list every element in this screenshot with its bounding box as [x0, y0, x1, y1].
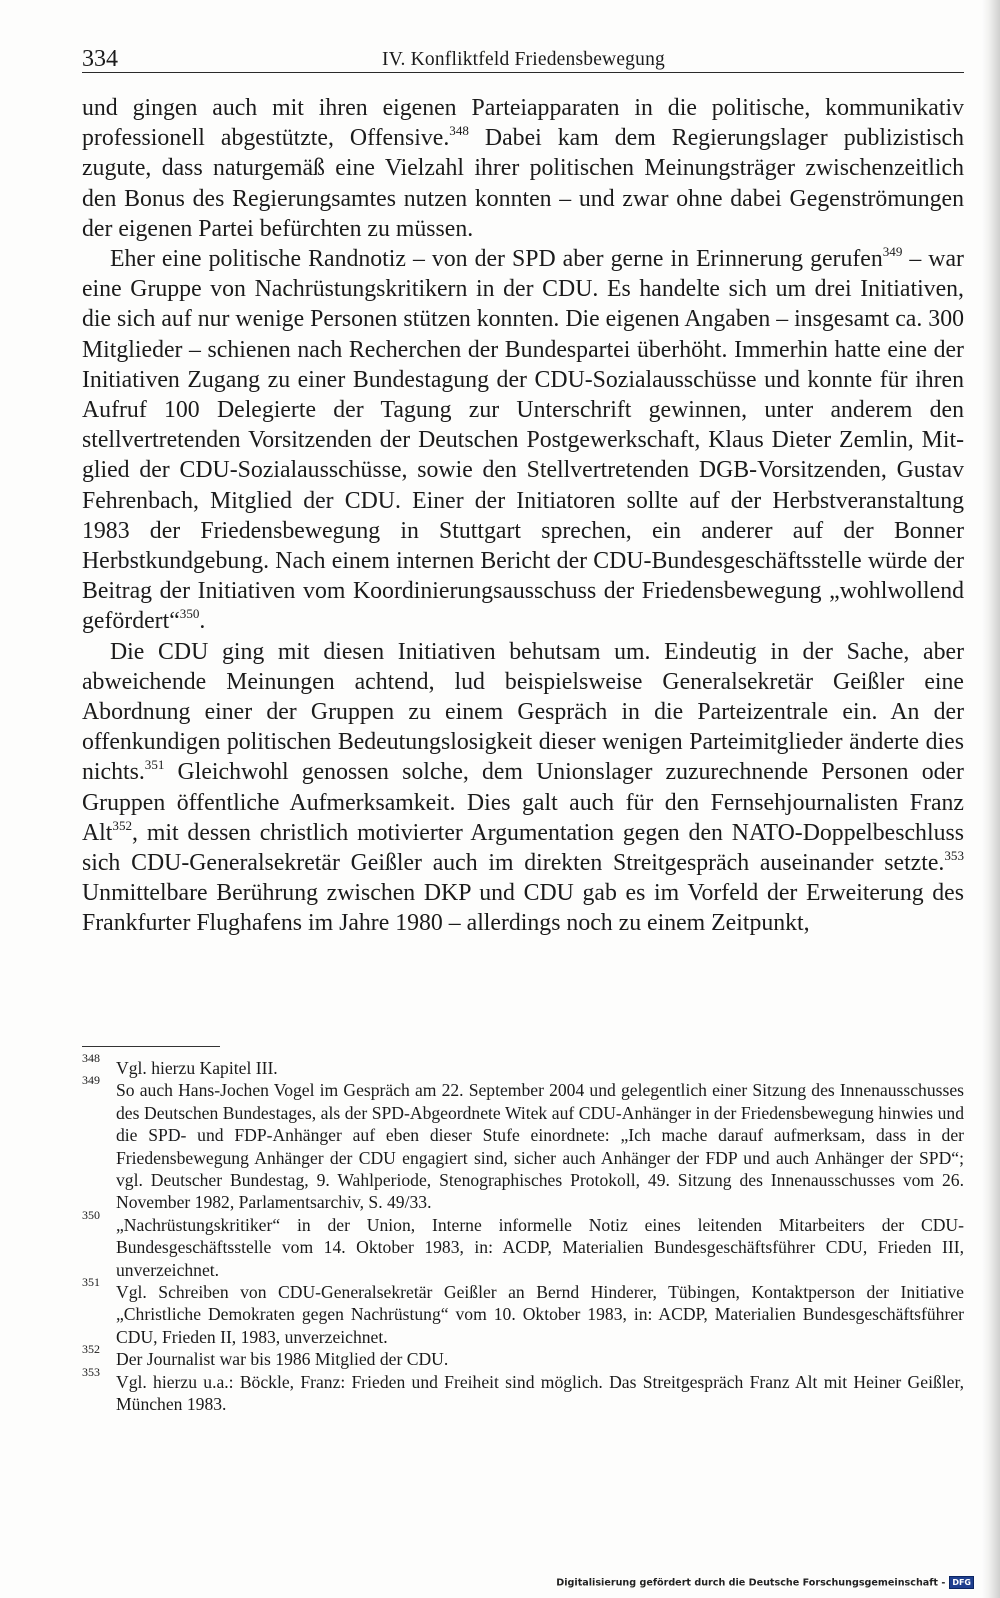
footnote — [82, 1073, 964, 1213]
footnote-number: 352 — [82, 1342, 100, 1357]
footnote-ref: 348 — [449, 123, 469, 139]
footnote-number: 353 — [82, 1364, 100, 1379]
text-run: und gingen auch mit ihren eigenen Parteiapparaten in die politische, kommunikativ professionell abgestützte, Offensive. — [82, 95, 964, 152]
running-header — [82, 46, 964, 73]
footnotes — [82, 1051, 964, 1416]
running-title: IV. Konfliktfeld Friedensbewegung — [382, 49, 665, 70]
footnote — [82, 1275, 964, 1348]
footnote-number: 350 — [82, 1207, 100, 1222]
text-run: , mit dessen christlich motivierter Argumentation gegen den NATO-Doppelbeschluss sich CDU-Generalsekretär Geißler auch im direkten Streitgespräch auseinander setzte. — [82, 819, 964, 877]
footnote — [82, 1364, 964, 1416]
paragraph — [82, 93, 964, 244]
footnote — [82, 1051, 964, 1079]
digitization-credit — [556, 1576, 974, 1589]
footnote-ref: 349 — [882, 244, 903, 260]
page-edge-shadow — [982, 0, 1000, 1598]
footnote — [82, 1342, 964, 1370]
footnote-separator — [82, 1046, 220, 1047]
footnote-text: Vgl. hierzu Kapitel III. — [116, 1058, 278, 1078]
footnote-text: So auch Hans-Jochen Vogel im Gespräch am 22. September 2004 und gelegentlich einer Sitzung des Innenausschusses des Deutschen Bundestages, als der SPD-Abgeordnete Witek auf CDU-Anhänger in der Friedensbewegung hinwies und die SPD- und FDP-Anhänger auf eben dieser Stufe einordnete: „Ich mache darauf aufmerksam, dass in der Friedensbewegung Anhänger der CDU engagiert sind, sicher auch Anhänger der FDP und auch Anhänger der SPD“; vgl. Deutscher Bundestag, 9. Wahlperiode, Stenographisches Protokoll, 49. Sitzung des Innenausschusses vom 26. November 1982, Parlamentsarchiv, S. 49/33. — [116, 1080, 964, 1213]
footnote-text: Vgl. Schreiben von CDU-Generalsekretär Geißler an Bernd Hinderer, Tübingen, Kontaktperson der Initiative „Christliche Demokraten gegen Nachrüstung“ vom 10. Oktober 1983, in: ACDP, Materialien Bundesgeschäftsführer CDU, Frieden II, 1983, unverzeichnet. — [116, 1282, 964, 1347]
page-number: 334 — [82, 46, 118, 72]
footnote-ref: 351 — [144, 757, 165, 773]
text-run: Gleichwohl genossen solche, dem Unionslager zuzurechnende Personen oder Gruppen öffentliche Aufmerksamkeit. Dies galt auch für den Fernsehjournalisten Franz Alt — [82, 759, 964, 846]
text-run: Eher eine politische Randnotiz – von der SPD aber gerne in Erinnerung gerufen — [110, 246, 883, 273]
footnote-ref: 353 — [944, 848, 964, 864]
text-run: . — [199, 608, 206, 635]
paragraph — [82, 637, 964, 939]
footnote — [82, 1207, 964, 1281]
footnote-text: Vgl. hierzu u.a.: Böckle, Franz: Frieden und Freiheit sind möglich. Das Streitgespräch Franz Alt mit Heiner Geißler, München 1983. — [116, 1371, 964, 1415]
footnote-number: 348 — [82, 1051, 100, 1065]
main-text — [82, 93, 964, 939]
text-run: Unmittelbare Berührung zwischen DKP und CDU gab es im Vorfeld der Erweiterung des Frankfurter Flughafens im Jahre 1980 – allerdings noch zu einem Zeitpunkt, — [82, 880, 964, 937]
credit-text: Digitalisierung gefördert durch die Deutsche Forschungsgemeinschaft - — [556, 1577, 946, 1589]
footnote-ref: 350 — [179, 606, 200, 622]
text-run: Dabei kam dem Regierungslager publizistisch zugute, dass naturgemäß eine Vielzahl ihrer politischen Meinungsträger zwischenzeitlich den Bonus des Regierungsamtes nutzen konnten – und zwar ohne dabei Gegenströmungen der eigenen Partei befürchten zu müssen. — [82, 125, 964, 242]
text-run: – war eine Gruppe von Nachrüstungskritikern in der CDU. Es handelte sich um drei Initiativen, die sich auf nur wenige Personen stützen konnten. Die eigenen Angaben – insgesamt ca. 300 Mitglieder – schienen nach Recherchen der Bundespartei überhöht. Immerhin hatte eine der Initiativen Zugang zu einer Bundestagung der CDU-Sozialausschüsse und konnte für ihren Aufruf 100 Delegierte der Tagung zur Unterschrift gewinnen, unter anderem den stellvertretenden Vorsitzenden der Deutschen Postgewerkschaft, Klaus Dieter Zemlin, Mitglied der CDU-Sozialausschüsse, sowie den Stellvertretenden DGB-Vorsitzenden, Gustav Fehrenbach, Mitglied der CDU. Einer der Initiatoren sollte auf der Herbstveranstaltung 1983 der Friedensbewegung in Stuttgart sprechen, ein anderer auf der Bonner Herbstkundgebung. Nach einem internen Bericht der CDU-Bundesgeschäftsstelle würde der Beitrag der Initiativen vom Koordinierungsausschuss der Friedensbewegung „wohlwollend gefördert“ — [82, 246, 964, 635]
paragraph — [82, 244, 964, 637]
footnote-number: 351 — [82, 1275, 100, 1290]
dfg-logo-icon: DFG — [949, 1576, 974, 1589]
text-run: Die CDU ging mit diesen Initiativen behutsam um. Eindeutig in der Sache, aber abweichende Meinungen achtend, lud beispielsweise Generalsekretär Geißler eine Abordnung einer der Gruppen zu einem Gespräch in die Parteizentrale ein. An der offenkundigen politischen Bedeutungslosigkeit dieser wenigen Parteimitglieder änderte dies nichts. — [82, 638, 964, 786]
footnote-number: 349 — [82, 1073, 100, 1088]
footnote-text: „Nachrüstungskritiker“ in der Union, Interne informelle Notiz eines leitenden Mitarbeiters der CDU-Bundesgeschäftsstelle vom 14. Oktober 1983, in: ACDP, Materialien Bundesgeschäftsführer CDU, Frieden III, unverzeichnet. — [116, 1214, 964, 1280]
footnote-text: Der Journalist war bis 1986 Mitglied der CDU. — [116, 1349, 449, 1370]
footnote-ref: 352 — [112, 818, 133, 834]
